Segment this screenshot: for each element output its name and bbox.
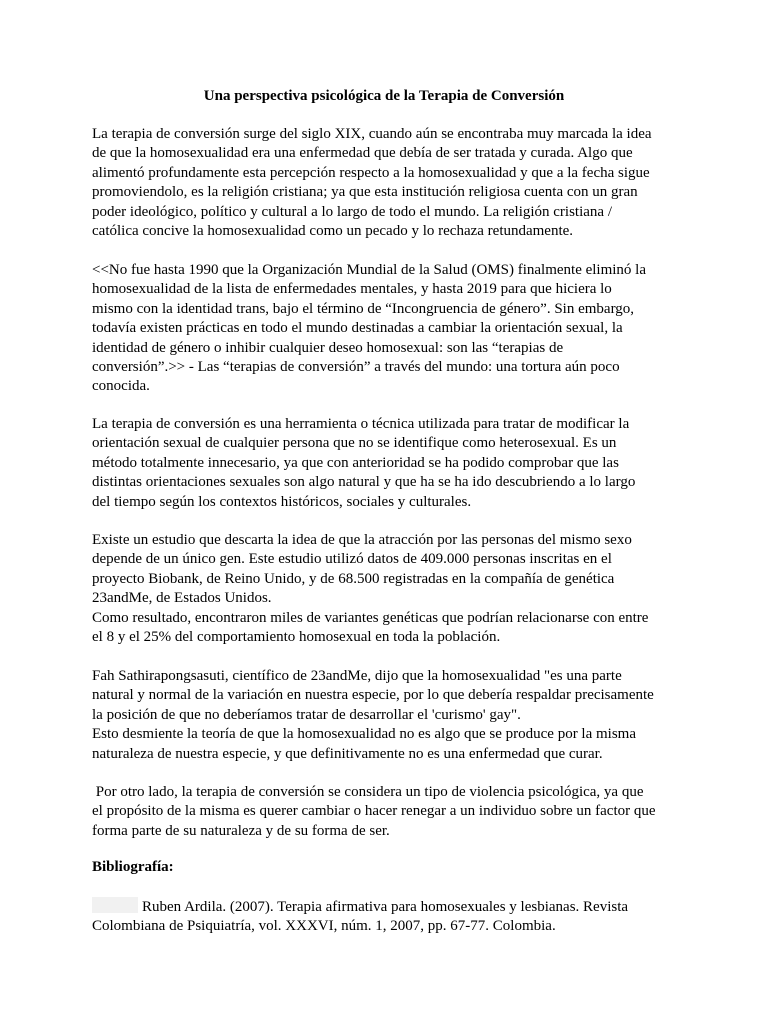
- text-line: promoviendolo, es la religión cristiana; ya que esta institución religiosa cuenta con un gran: [92, 184, 638, 201]
- text-line: el 8 y el 25% del comportamiento homosexual en toda la población.: [92, 629, 501, 646]
- paragraph-origins: [92, 125, 682, 241]
- text-line: poder ideológico, político y cultural a lo largo de todo el mundo. La religión cristiana /: [92, 203, 613, 220]
- text-line: homosexualidad de la lista de enfermedades mentales, y hasta 2019 para que hiciera lo: [92, 281, 612, 298]
- bibliography-heading: Bibliografía:: [92, 859, 174, 875]
- text-line: conocida.: [92, 378, 150, 395]
- document-title: Una perspectiva psicológica de la Terapia de Conversión: [203, 88, 565, 104]
- paragraph-study: [92, 531, 682, 647]
- text-line: Esto desmiente la teoría de que la homosexualidad no es algo que se produce por la misma: [92, 726, 637, 743]
- text-line: 23andMe, de Estados Unidos.: [92, 590, 272, 607]
- text-line: alimentó profundamente esta percepción respecto a la homosexualidad y que a la fecha sigue: [92, 164, 650, 181]
- indent-marker: [92, 897, 138, 913]
- text-line: distintas orientaciones sexuales son algo natural y que ha se ha ido descubriendo a lo largo: [92, 474, 636, 491]
- text-line: conversión”.>> - Las “terapias de conversión” a través del mundo: una tortura aún poco: [92, 359, 620, 376]
- text-line: La terapia de conversión es una herramienta o técnica utilizada para tratar de modificar la: [92, 416, 630, 432]
- paragraph-scientist-quote: [92, 667, 682, 764]
- text-line: católica concive la homosexualidad como un pecado y lo rechaza retundamente.: [92, 223, 574, 240]
- text-line: <<No fue hasta 1990 que la Organización Mundial de la Salud (OMS) finalmente eliminó la: [92, 262, 647, 278]
- text-line: natural y normal de la variación en nuestra especie, por lo que debería respaldar precisamente: [92, 687, 654, 704]
- text-line: [92, 897, 692, 917]
- text-line: método totalmente innecesario, ya que con anterioridad se ha podido comprobar que las: [92, 454, 619, 471]
- text-line: naturaleza de nuestra especie, y que definitivamente no es una enfermedad que curar.: [92, 745, 603, 762]
- text-line: orientación sexual de cualquier persona que no se identifique como heterosexual. Es un: [92, 435, 617, 452]
- text-line: Por otro lado, la terapia de conversión se considera un tipo de violencia psicológica, ya que: [92, 784, 644, 800]
- text-line: del tiempo según los contextos históricos, sociales y culturales.: [92, 493, 472, 510]
- paragraph-definition: [92, 415, 682, 512]
- text-line: todavía existen prácticas en todo el mundo destinadas a cambiar la orientación sexual, la: [92, 320, 623, 337]
- text-line: forma parte de su naturaleza y de su forma de ser.: [92, 822, 390, 839]
- bibliography-entry-line: Colombiana de Psiquiatría, vol. XXXVI, núm. 1, 2007, pp. 67-77. Colombia.: [92, 918, 556, 935]
- text-line: mismo con la identidad trans, bajo el término de “Incongruencia de género”. Sin embargo,: [92, 300, 635, 317]
- paragraph-violence: [92, 783, 682, 841]
- text-line: La terapia de conversión surge del siglo XIX, cuando aún se encontraba muy marcada la idea: [92, 126, 652, 142]
- text-line: identidad de género o inhibir cualquier deseo homosexual: son las “terapias de: [92, 339, 564, 356]
- text-line: Como resultado, encontraron miles de variantes genéticas que podrían relacionarse con entre: [92, 609, 649, 626]
- text-line: la posición de que no deberíamos tratar de desarrollar el 'curismo' gay".: [92, 706, 521, 723]
- text-line: proyecto Biobank, de Reino Unido, y de 68.500 registradas en la compañía de genética: [92, 570, 615, 587]
- bibliography-entry-line: Ruben Ardila. (2007). Terapia afirmativa para homosexuales y lesbianas. Revista: [142, 899, 629, 915]
- paragraph-quote-oms: [92, 261, 682, 397]
- text-line: de que la homosexualidad era una enfermedad que debía de ser tratada y curada. Algo que: [92, 145, 633, 162]
- text-line: Fah Sathirapongsasuti, científico de 23andMe, dijo que la homosexualidad "es una parte: [92, 668, 622, 684]
- text-line: el propósito de la misma es querer cambiar o hacer renegar a un individuo sobre un factor que: [92, 803, 656, 820]
- text-line: Existe un estudio que descarta la idea de que la atracción por las personas del mismo sexo: [92, 532, 632, 548]
- bibliography-entry: [92, 897, 692, 937]
- text-line: depende de un único gen. Este estudio utilizó datos de 409.000 personas inscritas en el: [92, 551, 612, 568]
